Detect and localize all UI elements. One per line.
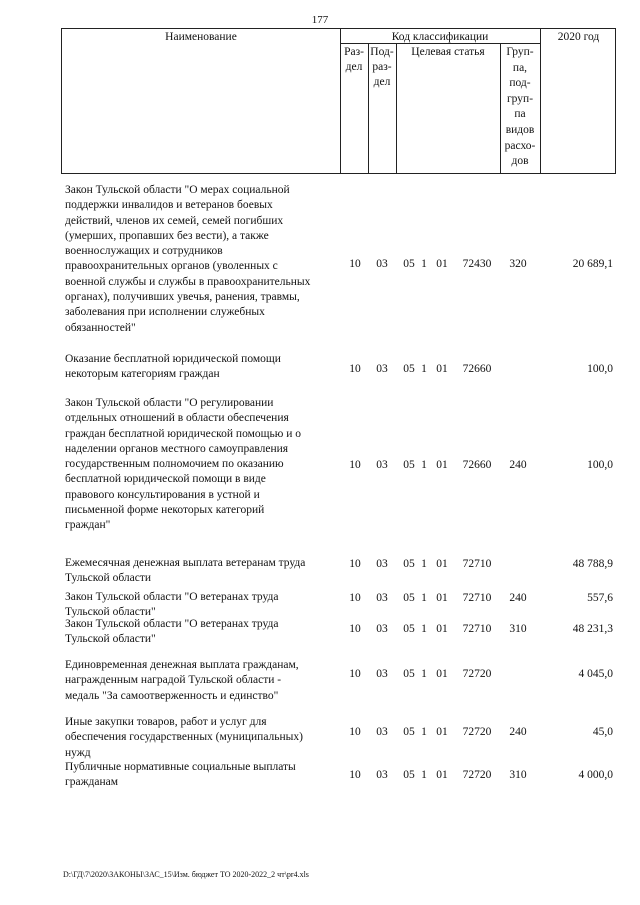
row-ts1: 05	[403, 668, 415, 680]
row-ts4: 72660	[462, 363, 492, 375]
row-razdel: 10	[349, 726, 361, 738]
row-name: Закон Тульской области "О регулировании отдельных отношений в области обеспечения граждан бесплатной юридической помощью и о наделении органов местного самоуправления государственным полномочием по оказанию бесплатной юридической помощи в виде правового консультирования в устной и письменной форме некоторых категорий граждан"	[65, 397, 301, 532]
row-name: Закон Тульской области "О ветеранах труда Тульской области"	[65, 591, 279, 619]
header-divider	[540, 29, 541, 173]
row-razdel: 10	[349, 258, 361, 270]
row-grp: 320	[509, 258, 527, 270]
row-ts4: 72430	[462, 258, 492, 270]
row-razdel: 10	[349, 623, 361, 635]
row-ts1: 05	[403, 363, 415, 375]
row-podr: 03	[376, 623, 388, 635]
header-podrazdel: Под- раз- дел	[370, 46, 394, 88]
row-ts4: 72720	[462, 769, 492, 781]
row-ts2: 1	[421, 459, 427, 471]
row-ts1: 05	[403, 769, 415, 781]
row-ts1: 05	[403, 726, 415, 738]
row-ts3: 01	[436, 592, 448, 604]
row-ts4: 72710	[462, 592, 492, 604]
header-code: Код классификации	[391, 31, 489, 43]
row-ts2: 1	[421, 668, 427, 680]
row-podr: 03	[376, 726, 388, 738]
row-podr: 03	[376, 363, 388, 375]
row-razdel: 10	[349, 363, 361, 375]
row-name: Закон Тульской области "О мерах социальной поддержки инвалидов и ветеранов боевых действий, членов их семей, семей погибших (умерших, пропавших без вести), а также военнослужащих и сотрудников правоохранительных органов (уволенных с военной службы и службы в правоохранительных органах), получивших увечья, ранения, травмы, заболевания при исполнении служебных обязанностей"	[65, 184, 311, 334]
row-ts3: 01	[436, 623, 448, 635]
row-ts1: 05	[403, 623, 415, 635]
row-ts2: 1	[421, 363, 427, 375]
row-ts4: 72710	[462, 623, 492, 635]
row-ts2: 1	[421, 623, 427, 635]
row-ts2: 1	[421, 258, 427, 270]
row-razdel: 10	[349, 668, 361, 680]
header-name: Наименование	[165, 31, 237, 43]
row-ts2: 1	[421, 769, 427, 781]
row-ts4: 72720	[462, 668, 492, 680]
header-razdel: Раз- дел	[344, 46, 364, 73]
row-amount: 45,0	[592, 726, 613, 738]
row-name: Закон Тульской области "О ветеранах труда Тульской области"	[65, 618, 279, 646]
row-amount: 48 788,9	[572, 558, 613, 570]
header-divider	[396, 43, 397, 173]
header-year: 2020 год	[557, 31, 600, 43]
row-ts2: 1	[421, 592, 427, 604]
row-razdel: 10	[349, 769, 361, 781]
row-razdel: 10	[349, 558, 361, 570]
row-grp: 240	[509, 459, 527, 471]
row-ts3: 01	[436, 726, 448, 738]
page-number: 177	[311, 14, 329, 26]
row-ts2: 1	[421, 726, 427, 738]
row-grp: 310	[509, 769, 527, 781]
row-podr: 03	[376, 769, 388, 781]
file-path-footer: D:\ГД\7\2020\ЗАКОНЫ\ЗАС_15\Изм. бюджет ТО 2020-2022_2 чт\pr4.xls	[63, 870, 309, 879]
row-name: Единовременная денежная выплата гражданам, награжденным наградой Тульской области - медаль "За самоотверженность и единство"	[65, 659, 299, 702]
row-podr: 03	[376, 668, 388, 680]
row-ts4: 72710	[462, 558, 492, 570]
header-group: Груп- па, под- груп- па видов расхо- дов	[504, 46, 536, 168]
row-ts2: 1	[421, 558, 427, 570]
row-amount: 4 000,0	[578, 769, 613, 781]
row-name: Ежемесячная денежная выплата ветеранам труда Тульской области	[65, 557, 306, 585]
row-razdel: 10	[349, 592, 361, 604]
row-name: Публичные нормативные социальные выплаты гражданам	[65, 761, 296, 789]
row-name: Иные закупки товаров, работ и услуг для обеспечения государственных (муниципальных) нужд	[65, 716, 303, 759]
row-podr: 03	[376, 558, 388, 570]
row-razdel: 10	[349, 459, 361, 471]
row-ts3: 01	[436, 258, 448, 270]
row-ts1: 05	[403, 558, 415, 570]
row-grp: 310	[509, 623, 527, 635]
row-ts1: 05	[403, 258, 415, 270]
row-grp: 240	[509, 592, 527, 604]
row-amount: 100,0	[587, 363, 613, 375]
row-amount: 4 045,0	[578, 668, 613, 680]
header-target: Целевая статья	[411, 46, 485, 58]
row-grp: 240	[509, 726, 527, 738]
row-ts3: 01	[436, 558, 448, 570]
row-ts4: 72660	[462, 459, 492, 471]
row-ts4: 72720	[462, 726, 492, 738]
row-amount: 100,0	[587, 459, 613, 471]
row-ts1: 05	[403, 592, 415, 604]
row-amount: 20 689,1	[572, 258, 613, 270]
row-podr: 03	[376, 258, 388, 270]
row-ts3: 01	[436, 363, 448, 375]
row-ts3: 01	[436, 668, 448, 680]
row-amount: 48 231,3	[572, 623, 613, 635]
row-ts3: 01	[436, 769, 448, 781]
row-podr: 03	[376, 592, 388, 604]
row-podr: 03	[376, 459, 388, 471]
row-amount: 557,6	[587, 592, 613, 604]
row-ts3: 01	[436, 459, 448, 471]
table-header	[61, 28, 616, 174]
row-name: Оказание бесплатной юридической помощи некоторым категориям граждан	[65, 353, 281, 381]
row-ts1: 05	[403, 459, 415, 471]
